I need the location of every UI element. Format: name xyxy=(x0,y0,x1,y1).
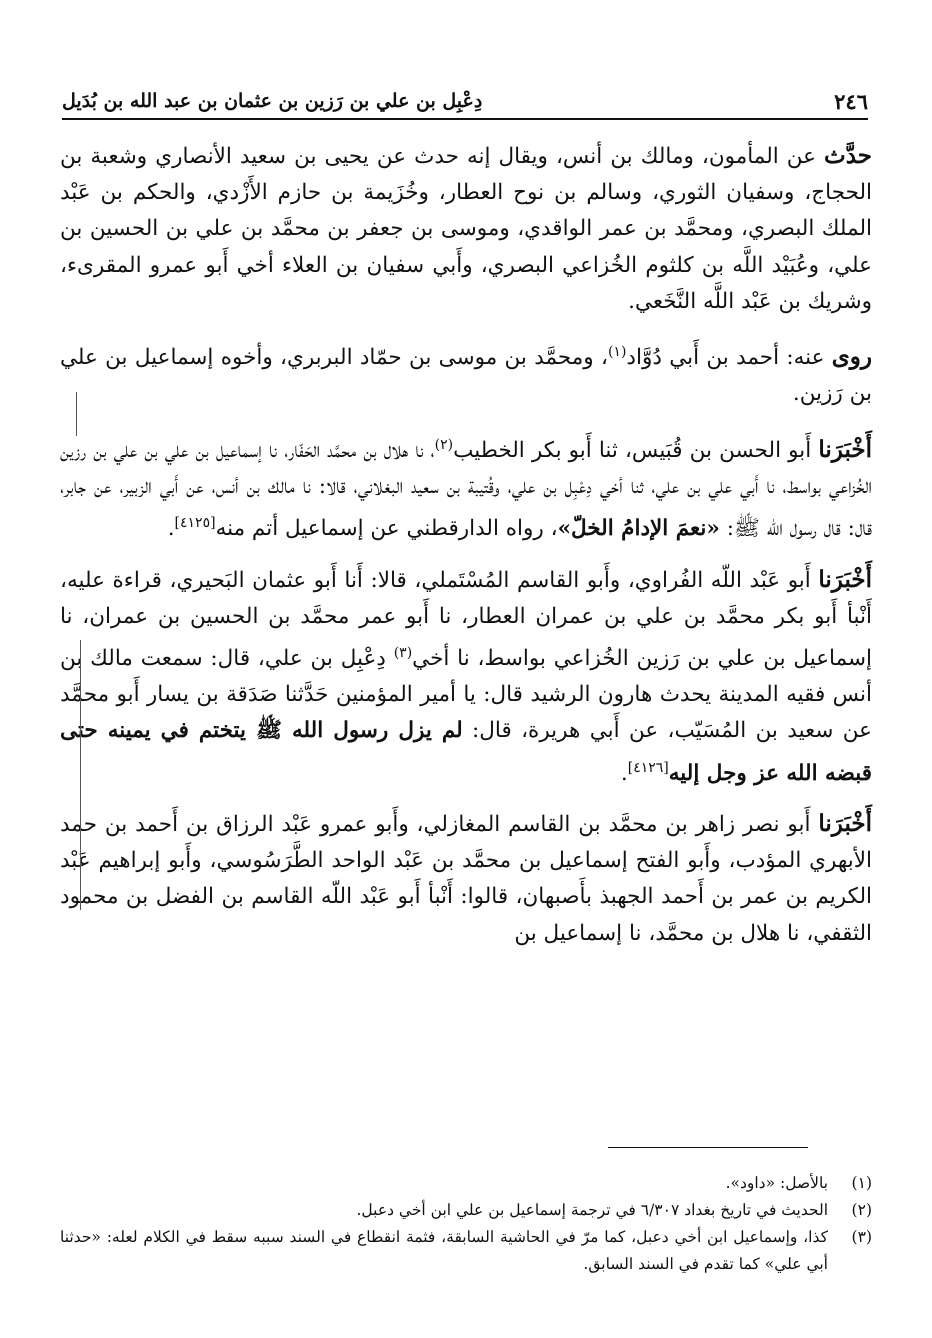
header-rule xyxy=(62,118,868,120)
paragraph-text: ، رواه الدارقطني عن إسماعيل أتم منه xyxy=(215,516,558,542)
footnote-text: الحديث في تاريخ بغداد ٦/٣٠٧ في ترجمة إسماعيل بن علي ابن أخي دعبل. xyxy=(356,1201,828,1219)
paragraph-text: ، ومحمَّد بن موسى بن حمّاد البربري، وأخوه إسماعيل بن علي بن رَزين. xyxy=(60,345,872,407)
paragraph-lead: أَخْبَرَنا xyxy=(818,810,872,838)
paragraph-lead: أَخْبَرَنا xyxy=(818,565,872,593)
footnote-ref[interactable]: (٣) xyxy=(393,644,413,661)
footnote-number: (١) xyxy=(851,1174,872,1192)
paragraph-end: . xyxy=(167,516,175,542)
paragraph-end: . xyxy=(620,760,628,786)
paragraph-akhbarana-3 xyxy=(60,806,872,952)
margin-mark xyxy=(76,392,77,436)
paragraph-text: ، نا هلال بن محمَّد الحَفّار، نا إسماعيل بن علي بن علي بن رزين الخُزاعي بواسط، نا أَبي علي بن علي، ثنا أخي دِعْبِل بن علي، وقُتيبة بن سعيد البغلاني، قالا: نا مالك بن أنس، عن أَبي الزبير، عن جابر، قال: قال رسول الله ﷺ: xyxy=(60,437,872,542)
footnote-ref[interactable]: (٢) xyxy=(434,436,454,453)
footnote-ref[interactable]: (١) xyxy=(607,344,627,361)
paragraph-rawa xyxy=(60,334,872,413)
page-number: ٢٤٦ xyxy=(834,88,868,114)
footnotes xyxy=(60,1170,872,1278)
paragraph-akhbarana-2 xyxy=(60,562,872,793)
footnote-number: (٣) xyxy=(851,1228,872,1246)
main-text xyxy=(60,138,872,966)
running-header xyxy=(62,86,868,116)
running-title: دِعْبِل بن علي بن رَزين بن عثمان بن عبد الله بن بُدَيل xyxy=(62,90,483,112)
paragraph-akhbarana-1 xyxy=(60,427,872,548)
footnote xyxy=(60,1224,872,1278)
paragraph-lead: روى xyxy=(831,343,872,371)
hadith-number: [٤١٢٦] xyxy=(627,759,669,776)
hadith-quote: لم يزل رسول الله ﷺ يتختم في يمينه حتى قبضه الله عز وجل إليه xyxy=(60,718,872,786)
paragraph-text: عن المأمون، ومالك بن أنس، ويقال إنه حدث عن يحيى بن سعيد الأنصاري وشعبة بن الحجاج، وسفيان الثوري، وسالم بن نوح العطار، وخُزَيمة بن حازم الأَزْدي، والحكم بن عَبْد الملك البصري، ومحمَّد بن عمر الواقدي، وموسى بن جعفر بن محمَّد بن علي بن الحسين بن علي، وعُبَيْد اللَّه بن كلثوم الخُزاعي البصري، وأَبي سفيان بن العلاء أخي أَبو عمرو المقرىء، وشريك بن عَبْد اللَّه النَّخَعي. xyxy=(60,144,872,314)
footnote-text: كذا، وإسماعيل ابن أخي دعبل، كما مرّ في الحاشية السابقة، فثمة انقطاع في السند سببه سقط في الكلام لعله: «حدثنا أبي علي» كما تقدم في السند السابق. xyxy=(60,1228,828,1273)
paragraph-lead: أَخْبَرَنا xyxy=(818,435,872,463)
footnote-rule xyxy=(608,1147,808,1148)
paragraph-text: أَبو نصر زاهر بن محمَّد بن القاسم المغازلي، وأَبو عمرو عَبْد الرزاق بن أَحمد بن حمد الأبهري المؤدب، وأَبو الفتح إسماعيل بن محمَّد بن عَبْد الواحد الطَّرَسُوسي، وأَبو إبراهيم عَبْد الكريم بن عمر بن أَحمد الجهبذ بأَصبهان، قالوا: أَنْبأ أَبو عَبْد اللّه القاسم بن الفضل بن محمود الثقفي، نا هلال بن محمَّد، نا إسماعيل بن xyxy=(60,812,872,946)
paragraph-text: أَبو الحسن بن قُبَيس، ثنا أَبو بكر الخطيب xyxy=(453,437,819,463)
hadith-quote: «نعمَ الإدامُ الخلّ» xyxy=(557,516,720,542)
footnote xyxy=(60,1170,872,1197)
footnote-text: بالأصل: «داود». xyxy=(725,1174,828,1192)
hadith-number: [٤١٢٥] xyxy=(174,515,216,532)
footnote-number: (٢) xyxy=(851,1201,872,1219)
margin-mark xyxy=(80,640,81,910)
paragraph-lead: حدَّث xyxy=(824,142,872,169)
paragraph-haddath xyxy=(60,138,872,320)
paragraph-text: عنه: أحمد بن أَبي دُوَّاد xyxy=(626,345,832,371)
paragraph-text: أَبو عَبْد اللّه الفُراوي، وأَبو القاسم المُسْتَملي، قالا: أَنا أَبو عثمان البَحيري، قراءة عليه، أَنْبأ أَبو بكر محمَّد بن علي بن عمران العطار، نا أَبو عمر محمَّد بن الحسين بن عمران، نا إسماعيل بن علي بن رَزين الخُزاعي بواسط، نا أخي xyxy=(60,567,872,672)
paragraph-text: دِعْبِل بن علي، قال: سمعت مالك بن أنس فقيه المدينة يحدث هارون الرشيد قال: يا أمير المؤمنين حَدَّثنا صَدَقة بن يسار أَبو محمَّد عن سعيد بن المُسَيّب، عن أَبي هريرة، قال: xyxy=(60,646,872,744)
footnote xyxy=(60,1197,872,1224)
